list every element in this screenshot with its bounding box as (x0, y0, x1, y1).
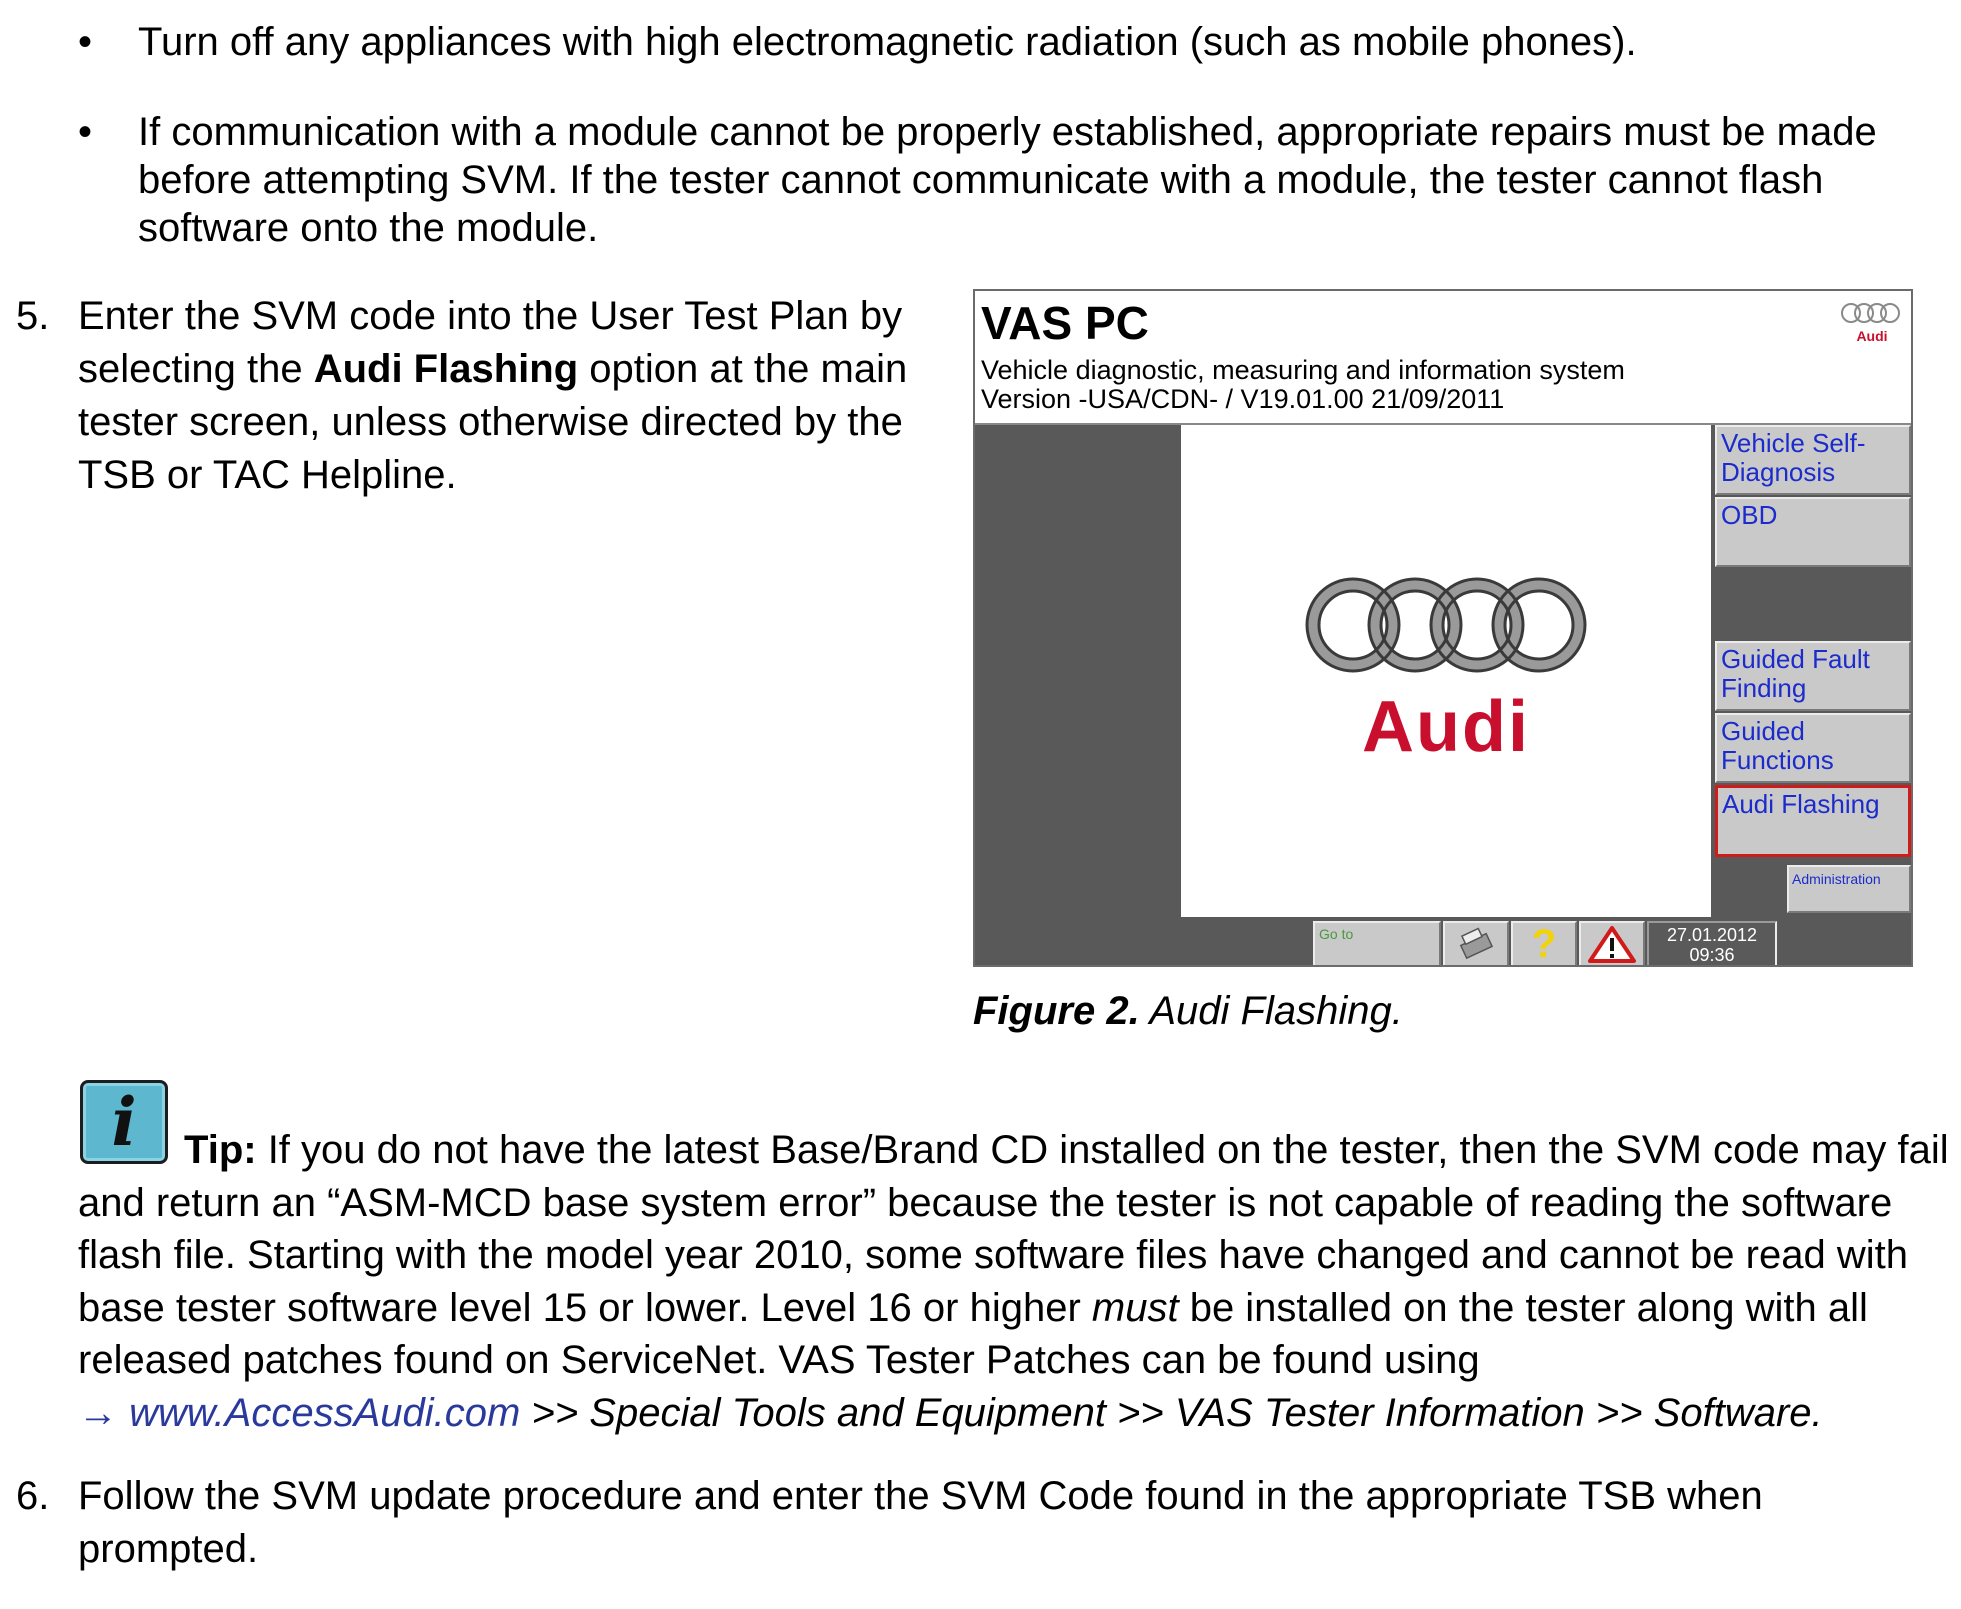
tip-paragraph (78, 1124, 1958, 1439)
step6-text: Follow the SVM update procedure and enter the SVM Code found in the appropriate TSB when prompted. (78, 1474, 1763, 1571)
tip-emphasis: must (1091, 1285, 1179, 1330)
bullet-item-2: If communication with a module cannot be properly established, appropriate repairs must be made before attempting SVM. If the tester cannot communicate with a module, the tester cannot flash software onto the module. (138, 110, 1877, 250)
date-time-display (1647, 921, 1777, 967)
administration-button[interactable]: Administration (1787, 865, 1911, 913)
tip-navigation-path: >> Special Tools and Equipment >> VAS Tester Information >> Software. (520, 1390, 1823, 1435)
audi-logo-small-text: Audi (1856, 328, 1888, 344)
step5-text (78, 290, 948, 502)
tip-label: Tip: (184, 1128, 257, 1172)
audi-brand-word: Audi (1362, 687, 1530, 767)
vehicle-self-diagnosis-button[interactable]: Vehicle Self-Diagnosis (1715, 425, 1911, 495)
vas-pc-screenshot (973, 289, 1913, 967)
date-display: 27.01.2012 (1666, 925, 1758, 945)
tip-text-1: If you do not have the latest Base/Brand CD installed on the tester, then the SVM code may fail and return an “ASM-MCD base system error” because the tester is not capable of reading the software flash file. Starting with the model year 2010, some software files have changed and cannot be read with base tester software level 15 or lower. Level 16 or higher (78, 1128, 1949, 1330)
step5-text-before: Enter the SVM code into the User Test Plan by selecting the (78, 294, 903, 391)
vas-version: Version -USA/CDN- / V19.01.00 21/09/2011 (981, 384, 1505, 414)
warning-triangle-icon (1581, 923, 1643, 965)
figure-caption-text: Audi Flashing. (1139, 989, 1403, 1033)
step-number: 5. (16, 294, 50, 338)
print-button[interactable] (1443, 921, 1509, 967)
bullet-item-1: Turn off any appliances with high electromagnetic radiation (such as mobile phones). (138, 20, 1637, 64)
figure-caption (973, 986, 1403, 1036)
step5-bold: Audi Flashing (313, 347, 579, 391)
info-glyph: i (111, 1083, 137, 1161)
bullet-symbol: • (78, 20, 93, 64)
bullet-symbol: • (78, 110, 93, 154)
vas-title: VAS PC (981, 297, 1149, 349)
figure-caption-label: Figure 2. (973, 989, 1140, 1033)
help-button[interactable] (1511, 921, 1577, 967)
audi-logo-small (1839, 299, 1905, 349)
vas-header (975, 291, 1911, 425)
audi-rings-small-icon (1839, 299, 1905, 349)
accessaudi-link[interactable]: → www.AccessAudi.com (78, 1390, 521, 1435)
help-icon: ? (1531, 922, 1557, 966)
guided-fault-finding-button[interactable]: Guided Fault Finding (1715, 641, 1911, 711)
step5-text-after: option at the main tester screen, unless otherwise directed by the TSB or TAC Helpline. (78, 347, 908, 497)
vas-body (975, 425, 1911, 967)
printer-icon (1445, 923, 1507, 965)
warning-button[interactable] (1579, 921, 1645, 967)
audi-flashing-button[interactable]: Audi Flashing (1715, 785, 1911, 857)
step-number: 6. (16, 1474, 50, 1518)
time-display: 09:36 (1689, 945, 1735, 965)
vas-subtitle: Vehicle diagnostic, measuring and information system (981, 355, 1625, 385)
tip-text-2: be installed on the tester along with all released patches found on ServiceNet. VAS Tester Patches can be found using (78, 1285, 1868, 1382)
vas-logo-canvas (1181, 425, 1711, 917)
obd-button[interactable]: OBD (1715, 497, 1911, 567)
guided-functions-button[interactable]: Guided Functions (1715, 713, 1911, 783)
audi-rings-icon (1301, 575, 1591, 675)
goto-button[interactable]: Go to (1313, 921, 1441, 967)
